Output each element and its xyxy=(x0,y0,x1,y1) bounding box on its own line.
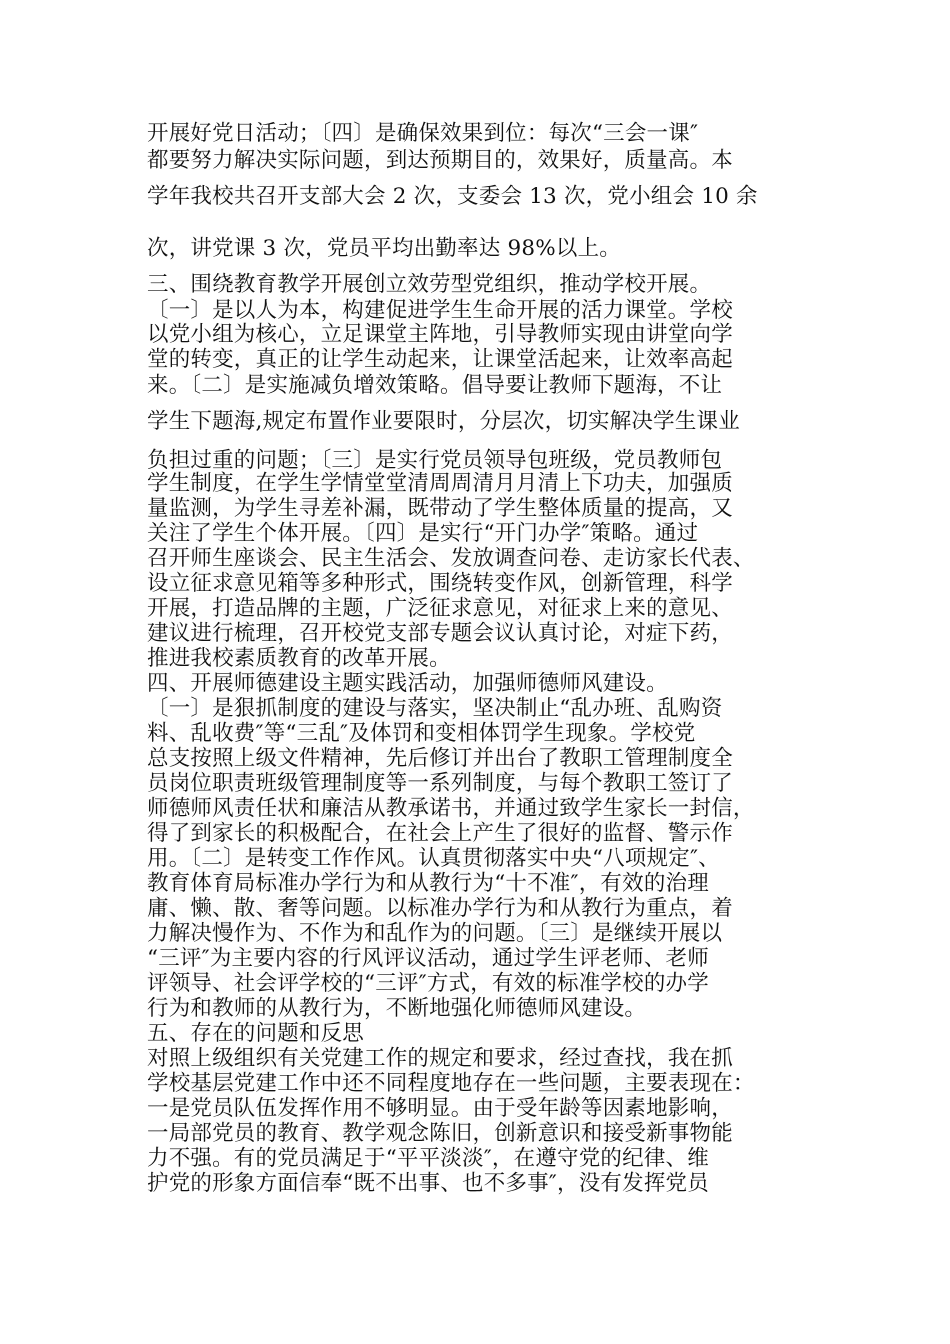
text-line: 量监测，为学生寻差补漏，既带动了学生整体质量的提高，又 xyxy=(147,496,733,521)
text-line: 学年我校共召开支部大会 2 次，支委会 13 次，党小组会 10 余 xyxy=(147,184,758,209)
text-line: 来。〔二〕是实施减负增效策略。倡导要让教师下题海，不让 xyxy=(147,373,723,398)
text-line: 堂的转变，真正的让学生动起来，让课堂活起来，让效率高起 xyxy=(147,347,733,372)
text-line: “三评″为主要内容的行风评议活动，通过学生评老师、老师 xyxy=(147,946,709,971)
text-line: 开展，打造品牌的主题，广泛征求意见，对征求上来的意见、 xyxy=(147,596,733,621)
text-line: 一是党员队伍发挥作用不够明显。由于受年龄等因素地影响， xyxy=(147,1096,733,1121)
text-line: 关注了学生个体开展。〔四〕是实行“开门办学″策略。通过 xyxy=(147,521,699,546)
text-line: 力解决慢作为、不作为和乱作为的问题。〔三〕是继续开展以 xyxy=(147,921,723,946)
text-line: 学校基层党建工作中还不同程度地存在一些问题，主要表现在： xyxy=(147,1071,755,1096)
text-line: 师德师风责任状和廉洁从教承诺书，并通过致学生家长一封信， xyxy=(147,796,755,821)
section-heading: 五、存在的问题和反思 xyxy=(147,1021,365,1046)
text-line: 学生下题海,规定布置作业要限时，分层次，切实解决学生课业 xyxy=(147,409,740,434)
text-line: 建议进行梳理，召开校党支部专题会议认真讨论，对症下药， xyxy=(147,621,733,646)
text-line: 设立征求意见箱等多种形式，围绕转变作风，创新管理，科学 xyxy=(147,571,733,596)
text-line: 都要努力解决实际问题，到达预期目的，效果好，质量高。本 xyxy=(147,148,733,173)
text-line: 以党小组为核心，立足课堂主阵地，引导教师实现由讲堂向学 xyxy=(147,322,733,347)
text-line: 力不强。有的党员满足于“平平淡淡″，在遵守党的纪律、维 xyxy=(147,1146,709,1171)
text-line: 开展好党日活动；〔四〕是确保效果到位：每次“三会一课″ xyxy=(147,121,699,146)
text-line: 料、乱收费″等“三乱″及体罚和变相体罚学生现象。学校党 xyxy=(147,721,696,746)
text-line: 〔一〕是狠抓制度的建设与落实，坚决制止“乱办班、乱购资 xyxy=(147,696,723,721)
text-line: 一局部党员的教育、教学观念陈旧，创新意识和接受新事物能 xyxy=(147,1121,733,1146)
text-line: 用。〔二〕是转变工作作风。认真贯彻落实中央“八项规定″、 xyxy=(147,846,720,871)
section-heading: 四、开展师德建设主题实践活动，加强师德师风建设。 xyxy=(147,671,668,696)
text-line: 学生制度，在学生学情堂堂清周周清月月清上下功夫，加强质 xyxy=(147,471,733,496)
text-line: 教育体育局标准办学行为和从教行为“十不准″，有效的治理 xyxy=(147,871,709,896)
text-line: 员岗位职责班级管理制度等一系列制度，与每个教职工签订了 xyxy=(147,771,733,796)
text-line: 负担过重的问题；〔三〕是实行党员领导包班级，党员教师包 xyxy=(147,448,723,473)
text-line: 庸、懒、散、奢等问题。以标准办学行为和从教行为重点，着 xyxy=(147,896,733,921)
section-heading: 三、围绕教育教学开展创立效劳型党组织，推动学校开展。 xyxy=(147,272,712,297)
text-line: 总支按照上级文件精神，先后修订并出台了教职工管理制度全 xyxy=(147,746,733,771)
text-line: 〔一〕是以人为本，构建促进学生生命开展的活力课堂。学校 xyxy=(147,298,733,323)
text-line: 护党的形象方面信奉“既不出事、也不多事″，没有发挥党员 xyxy=(147,1171,709,1196)
text-line: 对照上级组织有关党建工作的规定和要求，经过查找，我在抓 xyxy=(147,1046,733,1071)
text-line: 次，讲党课 3 次，党员平均出勤率达 98%以上。 xyxy=(147,236,621,261)
text-line: 得了到家长的积极配合，在社会上产生了很好的监督、警示作 xyxy=(147,821,733,846)
text-line: 行为和教师的从教行为，不断地强化师德师风建设。 xyxy=(147,996,647,1021)
text-line: 推进我校素质教育的改革开展。 xyxy=(147,646,451,671)
text-line: 评领导、社会评学校的“三评″方式，有效的标准学校的办学 xyxy=(147,971,709,996)
text-line: 召开师生座谈会、民主生活会、发放调查问卷、走访家长代表、 xyxy=(147,546,755,571)
